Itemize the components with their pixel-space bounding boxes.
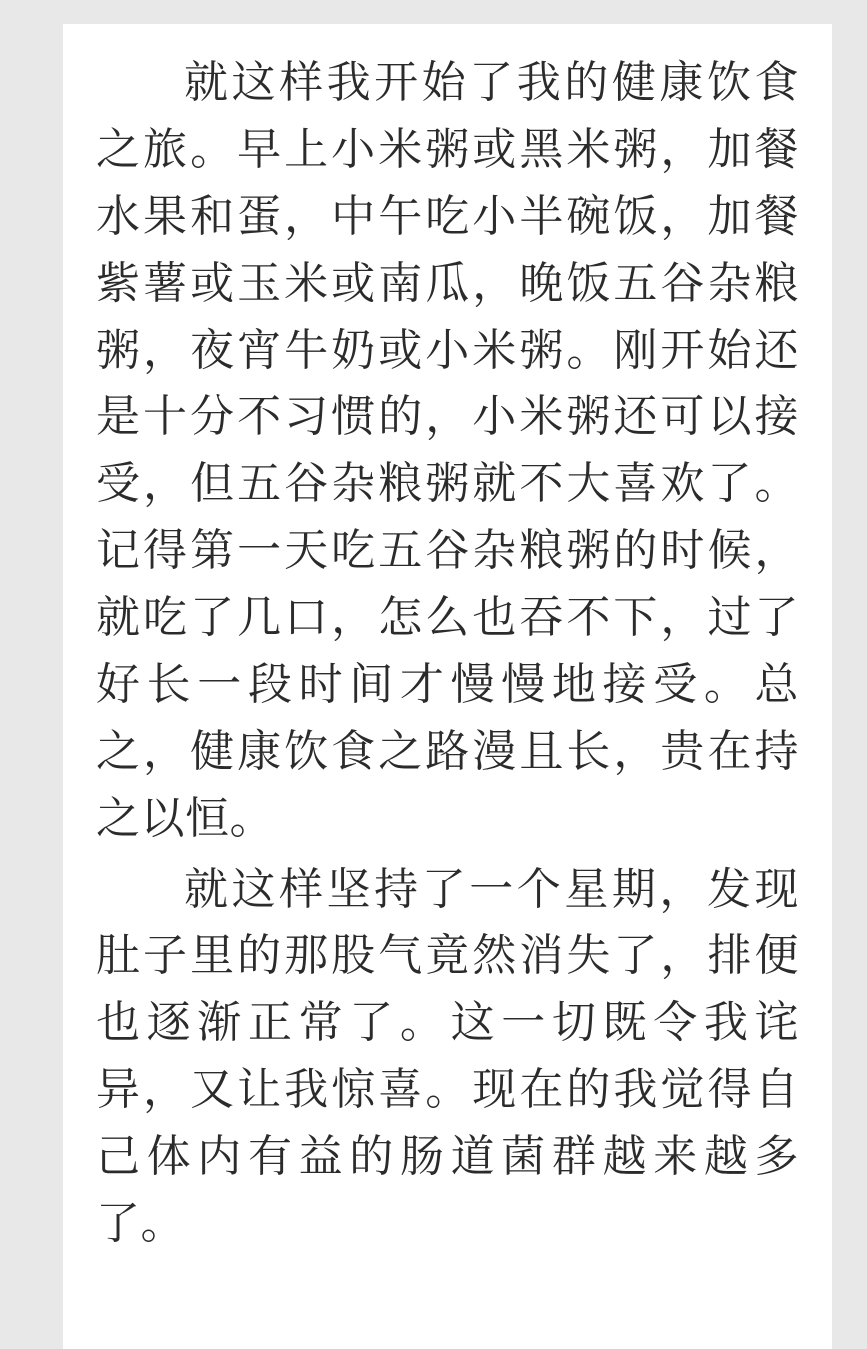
paragraph: 就这样我开始了我的健康饮食之旅。早上小米粥或黑米粥，加餐水果和蛋，中午吃小半碗饭，加餐紫薯或玉米或南瓜，晚饭五谷杂粮粥，夜宵牛奶或小米粥。刚开始还是十分不习惯的，小米粥还可以接受，但五谷杂粮粥就不大喜欢了。记得第一天吃五谷杂粮粥的时候，就吃了几口，怎么也吞不下，过了好长一段时间才慢慢地接受。总之，健康饮食之路漫且长，贵在持之以恒。 [96, 57, 799, 844]
document-page [63, 24, 832, 1349]
article-body [63, 24, 832, 1258]
paragraph: 就这样坚持了一个星期，发现肚子里的那股气竟然消失了，排便也逐渐正常了。这一切既令我诧异，又让我惊喜。现在的我觉得自己体内有益的肠道菌群越来越多了。 [96, 863, 799, 1249]
